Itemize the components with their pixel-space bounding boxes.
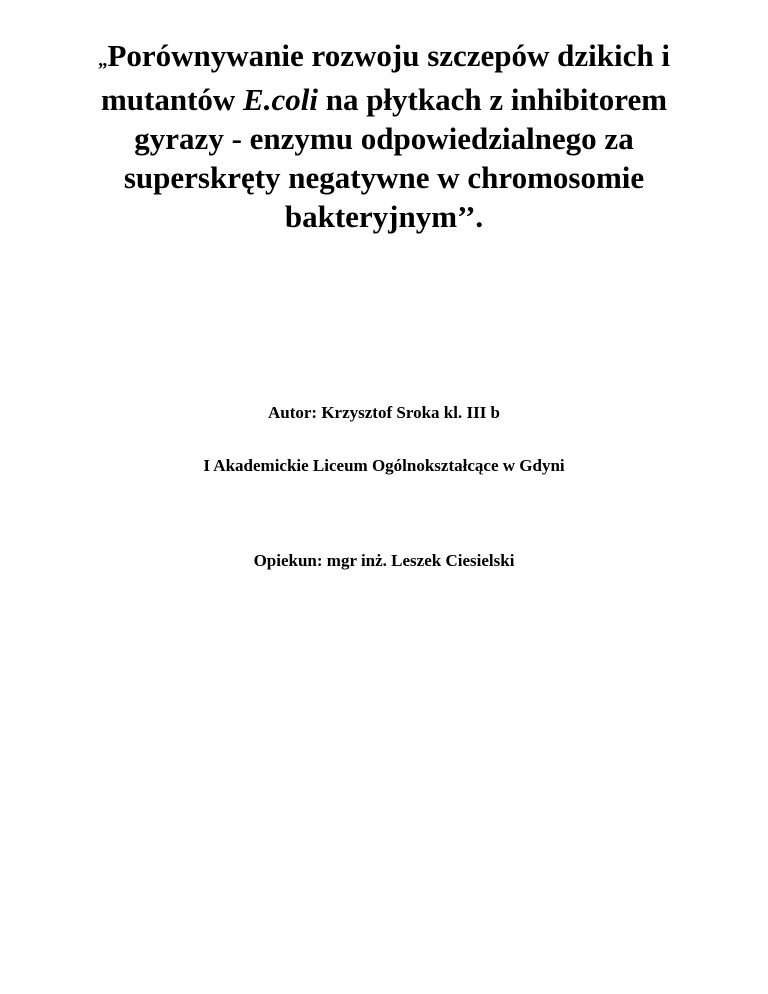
title-line-2-pre: mutantów [100,82,244,117]
title-open-quote: „ [97,50,108,71]
title-line-1-text: Porównywanie rozwoju szczepów dzikich i [107,38,671,73]
document-title [50,36,718,236]
title-line-2 [50,80,718,119]
title-line-1 [50,36,718,80]
school-line: I Akademickie Liceum Ogólnokształcące w Gdyni [203,456,565,475]
title-line-5: bakteryjnym’’. [284,199,484,234]
title-line-3: gyrazy - enzymu odpowiedzialnego za [134,121,634,156]
title-line-2-post: na płytkach z inhibitorem [317,82,668,117]
title-organism-name: E.coli [243,82,318,117]
author-line: Autor: Krzysztof Sroka kl. III b [267,403,501,422]
supervisor-line: Opiekun: mgr inż. Leszek Ciesielski [253,551,515,570]
title-line-4: superskręty negatywne w chromosomie [123,160,645,195]
